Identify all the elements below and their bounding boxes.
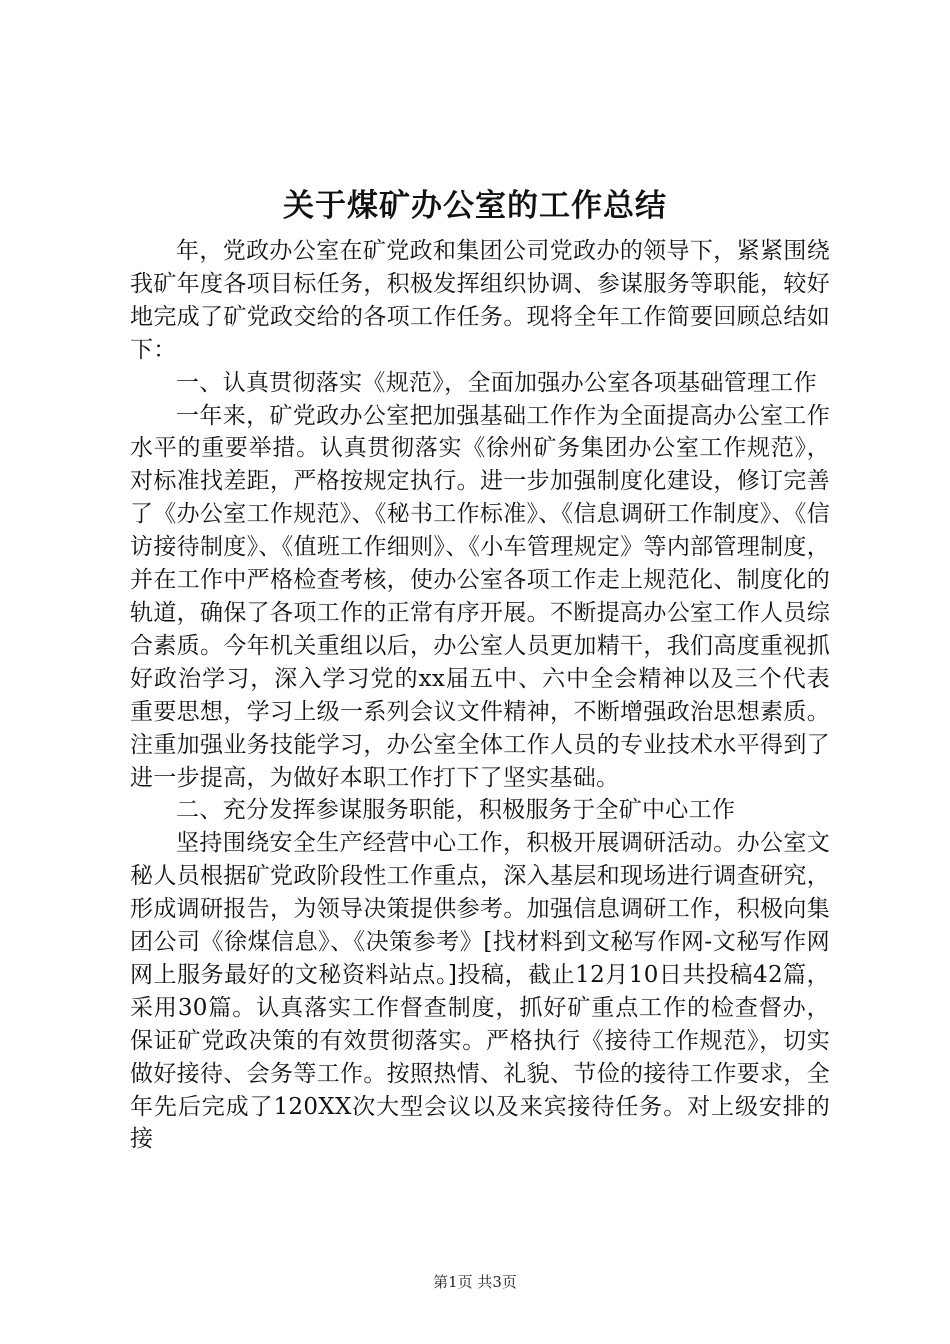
page-number-footer: 第1页 共3页	[433, 1273, 517, 1291]
section-heading-2: 二、充分发挥参谋服务职能，积极服务于全矿中心工作	[176, 797, 736, 824]
intro-paragraph: 年，党政办公室在矿党政和集团公司党政办的领导下，紧紧围绕我矿年度各项目标任务，积极发挥组织协调、参谋服务等职能，较好地完成了矿党政交给的各项工作任务。现将全年工作简要回顾总结如下：	[130, 238, 830, 363]
section-1-paragraph: 一年来，矿党政办公室把加强基础工作作为全面提高办公室工作水平的重要举措。认真贯彻落实《徐州矿务集团办公室工作规范》，对标准找差距，严格按规定执行。进一步加强制度化建设，修订完善了《办公室工作规范》、《秘书工作标准》、《信息调研工作制度》、《信访接待制度》、《值班工作细则》、《小车管理规定》等内部管理制度，并在工作中严格检查考核，使办公室各项工作走上规范化、制度化的轨道，确保了各项工作的正常有序开展。不断提高办公室工作人员综合素质。今年机关重组以后，办公室人员更加精干，我们高度重视抓好政治学习，深入学习党的xx届五中、六中全会精神以及三个代表重要思想，学习上级一系列会议文件精神，不断增强政治思想素质。注重加强业务技能学习，办公室全体工作人员的专业技术水平得到了进一步提高，为做好本职工作打下了坚实基础。	[130, 402, 830, 791]
document-body	[130, 235, 830, 1156]
section-heading-1: 一、认真贯彻落实《规范》，全面加强办公室各项基础管理工作	[176, 369, 817, 396]
document-title: 关于煤矿办公室的工作总结	[283, 188, 667, 224]
section-2-paragraph: 坚持围绕安全生产经营中心工作，积极开展调研活动。办公室文秘人员根据矿党政阶段性工作重点，深入基层和现场进行调查研究，形成调研报告，为领导决策提供参考。加强信息调研工作，积极向集团公司《徐煤信息》、《决策参考》[找材料到文秘写作网-文秘写作网网上服务最好的文秘资料站点。]投稿，截止12月10日共投稿42篇，采用30篇。认真落实工作督查制度，抓好矿重点工作的检查督办，保证矿党政决策的有效贯彻落实。严格执行《接待工作规范》，切实做好接待、会务等工作。按照热情、礼貌、节俭的接待工作要求，全年先后完成了120XX次大型会议以及来宾接待任务。对上级安排的接	[130, 830, 830, 1153]
